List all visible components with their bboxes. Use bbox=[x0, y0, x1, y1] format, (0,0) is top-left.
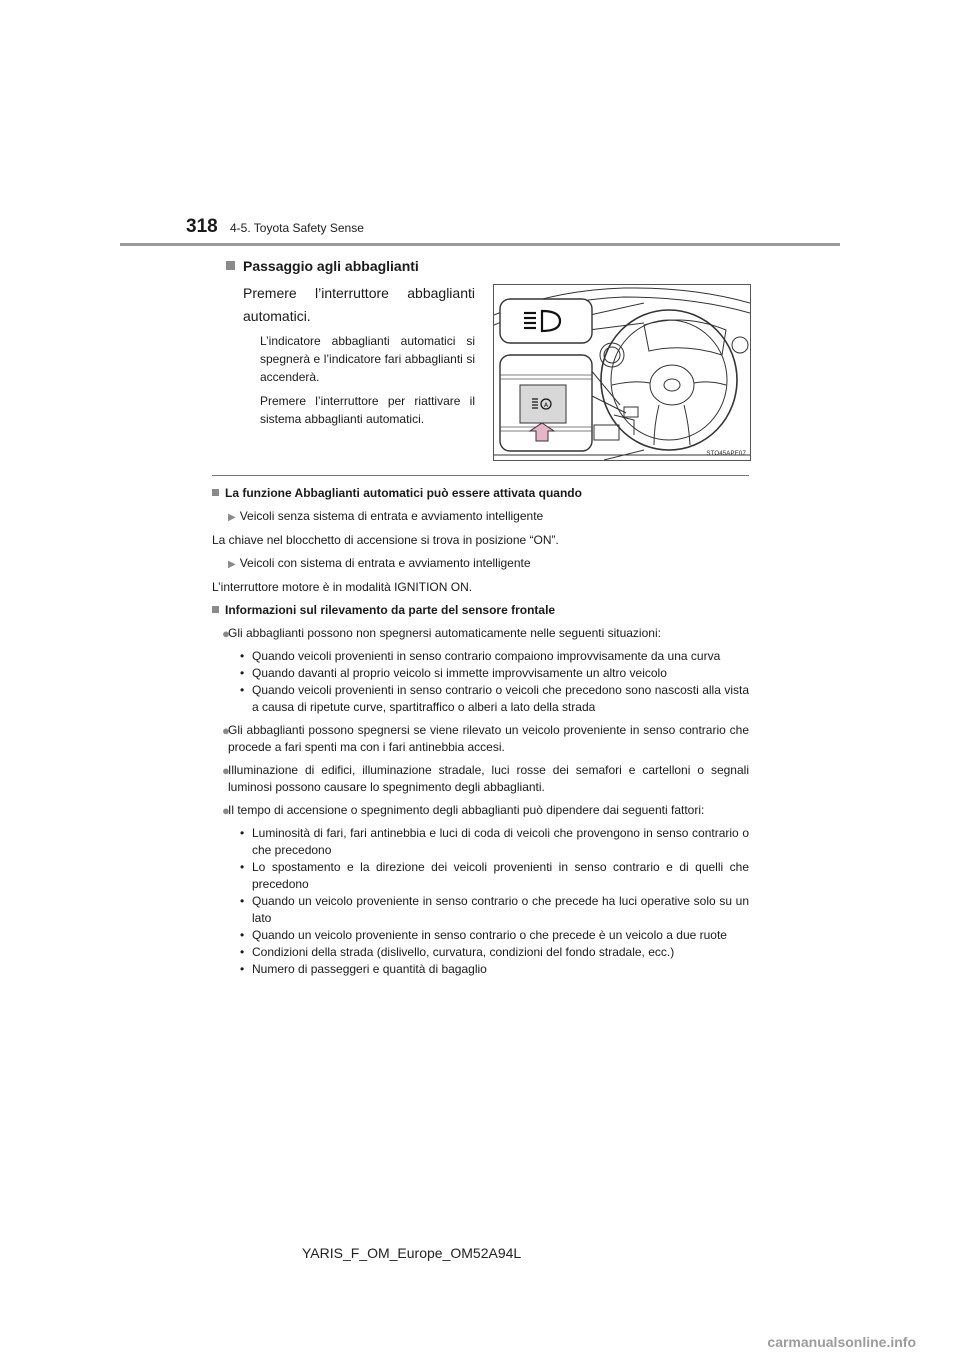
dashboard-illustration bbox=[493, 284, 751, 461]
list-item: • Quando un veicolo proveniente in senso contrario o che precede ha luci operative solo su un lato bbox=[240, 894, 749, 925]
triangle-bullet-icon: ▶ bbox=[228, 512, 236, 523]
list-item: • Quando davanti al proprio veicolo si immette improvvisamente un altro veicolo bbox=[240, 666, 667, 680]
sensor-item-2 bbox=[212, 722, 749, 756]
sensor-heading bbox=[212, 602, 749, 619]
triangle-bullet-icon: ▶ bbox=[228, 559, 236, 570]
vehicle-case-2-detail: L’interruttore motore è in modalità IGNITION ON. bbox=[212, 580, 473, 594]
list-item: • Luminosità di fari, fari antinebbia e luci di coda di veicoli che provengono in senso contrario o che precedono bbox=[240, 826, 749, 857]
list-item: • Quando veicoli provenienti in senso contrario o veicoli che precedono sono nascosti alla vista a causa di ripetute curve, spartitraffico o alberi a lato della strada bbox=[240, 683, 749, 714]
list-item: • Condizioni della strada (dislivello, curvatura, condizioni del fondo stradale, ecc.) bbox=[240, 945, 675, 959]
circle-bullet-icon: ● bbox=[222, 626, 230, 641]
activation-heading-text: La funzione Abbaglianti automatici può essere attivata quando bbox=[225, 486, 582, 500]
list-item: • Lo spostamento e la direzione dei veicoli provenienti in senso contrario e di quelli che precedono bbox=[240, 860, 749, 891]
vehicle-case-2 bbox=[228, 555, 749, 573]
square-bullet-icon bbox=[212, 489, 219, 496]
page-number: 318 bbox=[186, 216, 218, 237]
instruction-text: Premere l’interruttore abbaglianti automatici. bbox=[243, 285, 475, 324]
sensor-item-3-text: Illuminazione di edifici, illuminazione stradale, luci rosse dei semafori e cartelloni o segnali luminosi possono causare lo spegnimento degli abbaglianti. bbox=[228, 763, 749, 794]
note-reactivate: Premere l’interruttore per riattivare il sistema abbaglianti automatici. bbox=[260, 394, 475, 426]
circle-bullet-icon: ● bbox=[222, 723, 230, 738]
list-item: • Quando veicoli provenienti in senso contrario compaiono improvvisamente da una curva bbox=[240, 649, 721, 663]
figure-code: STO45APE07 bbox=[706, 451, 746, 457]
info-content bbox=[212, 485, 749, 984]
header-rule bbox=[120, 243, 840, 246]
dashboard-drawing bbox=[494, 285, 750, 460]
circle-bullet-icon: ● bbox=[222, 763, 230, 778]
subsection-title bbox=[226, 258, 419, 274]
subsection-title-text: Passaggio agli abbaglianti bbox=[243, 258, 419, 274]
vehicle-case-1-detail: La chiave nel blocchetto di accensione si trova in posizione “ON”. bbox=[212, 533, 559, 547]
sensor-item-2-text: Gli abbaglianti possono spegnersi se viene rilevato un veicolo proveniente in senso contrario che procede a fari spenti ma con i fari antinebbia accesi. bbox=[228, 723, 749, 754]
circle-bullet-icon: ● bbox=[222, 803, 230, 818]
section-divider bbox=[212, 475, 749, 476]
sensor-item-3 bbox=[212, 762, 749, 796]
watermark: carmanualsonline.info bbox=[767, 1334, 916, 1350]
sensor-heading-text: Informazioni sul rilevamento da parte del sensore frontale bbox=[225, 603, 556, 617]
square-bullet-icon bbox=[226, 261, 235, 270]
svg-text:A: A bbox=[544, 402, 549, 409]
sensor-item-4 bbox=[212, 802, 749, 819]
sensor-item-1-list bbox=[240, 648, 749, 716]
list-item: • Numero di passeggeri e quantità di bagaglio bbox=[240, 962, 487, 976]
note-indicator: L’indicatore abbaglianti automatici si spegnerà e l’indicatore fari abbaglianti si accenderà. bbox=[260, 334, 475, 384]
sensor-item-1 bbox=[212, 625, 749, 642]
vehicle-case-1 bbox=[228, 508, 749, 526]
sensor-item-1-text: Gli abbaglianti possono non spegnersi automaticamente nelle seguenti situazioni: bbox=[228, 626, 661, 640]
document-id: YARIS_F_OM_Europe_OM52A94L bbox=[302, 1245, 522, 1261]
sensor-item-4-list bbox=[240, 825, 749, 978]
vehicle-case-2-text: Veicoli con sistema di entrata e avviamento intelligente bbox=[239, 556, 531, 570]
sensor-item-4-text: Il tempo di accensione o spegnimento degli abbaglianti può dipendere dai seguenti fattori: bbox=[228, 803, 705, 817]
list-item: • Quando un veicolo proveniente in senso contrario o che precede è un veicolo a due ruote bbox=[240, 928, 727, 942]
section-title: 4-5. Toyota Safety Sense bbox=[230, 221, 364, 235]
square-bullet-icon bbox=[212, 606, 219, 613]
activation-heading bbox=[212, 485, 749, 502]
vehicle-case-1-text: Veicoli senza sistema di entrata e avviamento intelligente bbox=[239, 509, 544, 523]
